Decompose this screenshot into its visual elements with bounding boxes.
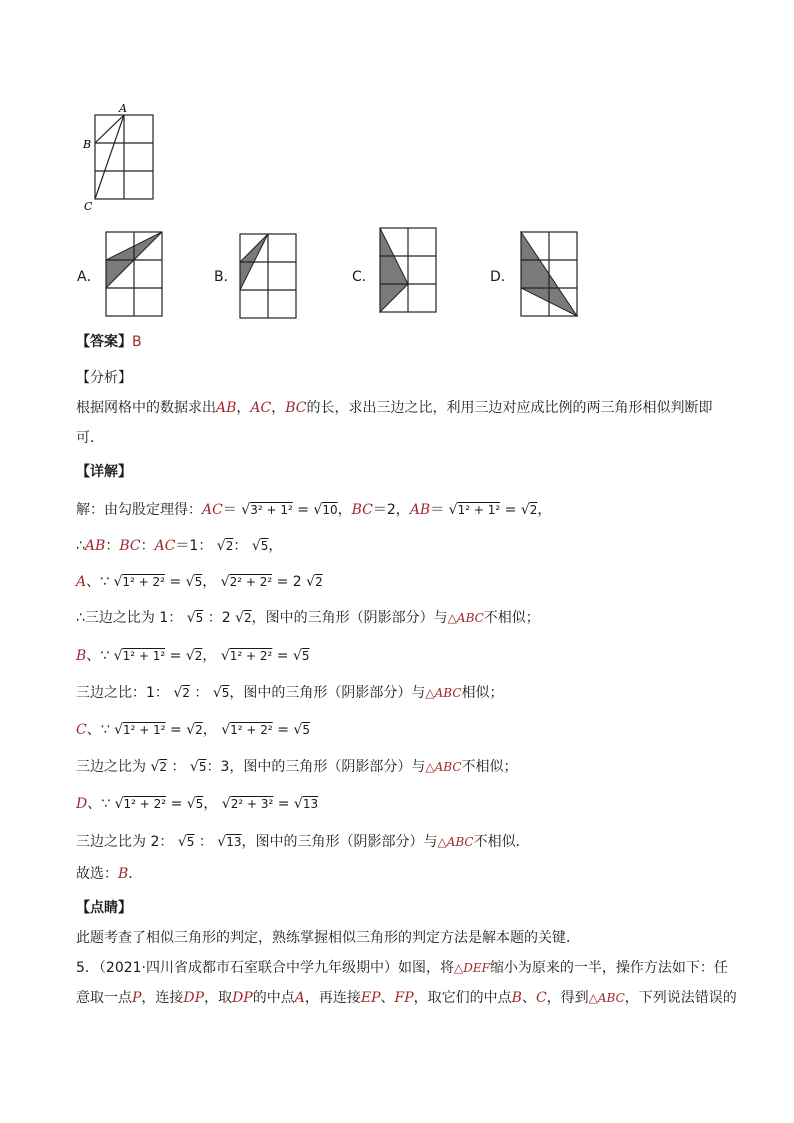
option-d-label: D． [490, 269, 515, 285]
answer-value: B [132, 334, 142, 350]
comma: ， [236, 400, 251, 416]
option-c-label: C． [352, 269, 376, 285]
sqrt-icon: √ [448, 502, 458, 518]
eq: = [169, 574, 182, 590]
text: 不相似． [473, 834, 530, 850]
sqrt-icon: √ [520, 502, 530, 518]
point-p: P [132, 990, 142, 1006]
segment-fp: FP [394, 990, 414, 1006]
sqrt-icon: √ [217, 834, 227, 850]
sqrt-icon: √ [185, 648, 195, 664]
radicand: 5 [301, 649, 310, 663]
option-b-label: B． [214, 269, 238, 285]
sqrt-icon: √ [186, 722, 196, 738]
sqrt-icon: √ [114, 796, 124, 812]
sqrt-icon: √ [306, 574, 316, 590]
segment-bc: BC [351, 502, 373, 518]
sqrt-icon: √ [292, 648, 302, 664]
sqrt-icon: √ [313, 502, 323, 518]
segment-bc: BC [119, 538, 141, 554]
sqrt-icon: √ [113, 574, 123, 590]
detail-line-a2 [76, 608, 540, 628]
analysis-text-a: 根据网格中的数据求出 [76, 400, 216, 416]
eq: = [169, 648, 182, 664]
text: 故选： [76, 866, 118, 882]
segment-ep: EP [360, 990, 381, 1006]
answer-tag: 【答案】 [76, 334, 132, 350]
segment-ac: AC [250, 400, 272, 416]
radicand: 2 [315, 575, 323, 589]
text: 缩小为原来的一半，操作方法如下：任 [489, 960, 728, 976]
text: ： [171, 759, 186, 775]
radicand: 5 [186, 835, 195, 849]
text: ，连接 [141, 990, 184, 1006]
eq: = [276, 648, 289, 664]
eq: = [277, 722, 289, 738]
sqrt-icon: √ [216, 538, 226, 554]
text: ，图中的三角形（阴影部分）与 [251, 610, 448, 626]
radicand: 1² + 2² [230, 723, 273, 737]
eq: ＝ [430, 502, 445, 518]
detail-line-c2 [76, 757, 518, 777]
detail-line-d1 [76, 794, 318, 814]
sqrt-icon: √ [150, 759, 160, 775]
triangle-abc: △ABC [425, 686, 462, 700]
triangle-abc: △ABC [588, 991, 625, 1005]
sep: ， [202, 574, 217, 590]
segment-ac: AC [202, 502, 223, 518]
sqrt-icon: √ [186, 610, 196, 626]
radicand: 1² + 1² [122, 649, 166, 663]
option-a-label: A． [77, 269, 101, 285]
text: 三边之比：1： [76, 685, 169, 701]
radicand: 5 [195, 797, 204, 811]
option-a-figure [104, 230, 164, 320]
text: ：3，图中的三角形（阴影部分）与 [206, 759, 426, 775]
radicand: 2 [195, 723, 203, 737]
value: ＝2， [372, 502, 410, 518]
point-label-a: A [119, 102, 127, 115]
text: ∴三边之比为 1： [76, 610, 183, 626]
point-b: B [511, 990, 522, 1006]
sqrt-icon: √ [212, 685, 222, 701]
since: 、∵ [87, 796, 111, 812]
radicand: 13 [302, 797, 319, 811]
text: ，取它们的中点 [413, 990, 512, 1006]
answer-line [76, 332, 142, 352]
colon: ： [105, 538, 120, 554]
sep: ， [537, 502, 552, 518]
text: ． [128, 866, 143, 882]
radicand: 2 [225, 539, 234, 553]
detail-line-b2 [76, 683, 504, 703]
text: ，图中的三角形（阴影部分）与 [241, 834, 438, 850]
option-d-figure [519, 230, 581, 320]
option-label: A [76, 574, 87, 590]
detail-line-2 [76, 536, 282, 556]
choose-line [76, 864, 142, 884]
value: ＝1： [175, 538, 213, 554]
sqrt-icon: √ [293, 796, 303, 812]
eq: = [504, 502, 517, 518]
radicand: 2² + 3² [230, 797, 274, 811]
analysis-tag: 【分析】 [76, 370, 132, 386]
option-c-figure [378, 226, 440, 316]
text: ，图中的三角形（阴影部分）与 [229, 685, 426, 701]
segment-ab: AB [84, 538, 106, 554]
comment-tag: 【点睛】 [76, 900, 132, 916]
sqrt-icon: √ [220, 648, 230, 664]
radicand: 2 [182, 686, 190, 700]
triangle-abc: △ABC [447, 611, 484, 625]
eq: = [170, 722, 182, 738]
detail-line-1 [76, 500, 551, 520]
radicand: 5 [221, 686, 230, 700]
text: 5．（2021·四川省成都市石室联合中学九年级期中）如图，将 [76, 960, 454, 976]
option-label: B [76, 648, 87, 664]
eq: = [170, 796, 183, 812]
text: ，再连接 [304, 990, 361, 1006]
radicand: 5 [195, 611, 204, 625]
analysis-text-line1 [76, 398, 713, 418]
analysis-text-line2: 可． [76, 430, 104, 446]
text: 不相似； [483, 610, 540, 626]
radicand: 2 [529, 503, 538, 517]
main-grid-figure [80, 100, 160, 215]
since: 、∵ [86, 648, 110, 664]
radicand: 13 [226, 835, 242, 849]
triangle-def: △DEF [454, 961, 490, 975]
sqrt-icon: √ [221, 796, 231, 812]
radicand: 5 [302, 723, 310, 737]
sqrt-icon: √ [189, 759, 199, 775]
text: ：2 [207, 610, 231, 626]
sqrt-icon: √ [251, 538, 261, 554]
radicand: 2² + 2² [229, 575, 273, 589]
value: = 2 [276, 574, 302, 590]
segment-bc: BC [285, 400, 307, 416]
sep: 、 [380, 990, 395, 1006]
segment-ab: AB [216, 400, 237, 416]
analysis-text-b: 的长，求出三边之比，利用三边对应成比例的两三角形相似判断即 [306, 400, 713, 416]
radicand: 2 [159, 760, 168, 774]
sqrt-icon: √ [221, 722, 231, 738]
segment-ab: AB [409, 502, 431, 518]
segment-dp: DP [232, 990, 253, 1006]
sep: ， [268, 538, 283, 554]
text: 三边之比为 [76, 759, 146, 775]
therefore: ∴ [76, 538, 85, 554]
text: 相似； [461, 685, 504, 701]
comment-text: 此题考查了相似三角形的判定，熟练掌握相似三角形的判定方法是解本题的关键． [76, 930, 580, 946]
eq: = [277, 796, 290, 812]
sep: ， [202, 722, 217, 738]
detail-line-a1 [76, 572, 323, 592]
point-c: C [535, 990, 547, 1006]
triangle-abc: △ABC [425, 760, 462, 774]
eq: ＝ [222, 502, 237, 518]
sqrt-icon: √ [177, 834, 187, 850]
sqrt-icon: √ [113, 648, 123, 664]
radicand: 10 [322, 503, 338, 517]
segment-dp: DP [183, 990, 205, 1006]
radicand: 2 [194, 649, 203, 663]
radicand: 3² + 1² [250, 503, 293, 517]
comma: ， [271, 400, 286, 416]
option-b-figure [238, 232, 298, 322]
text: ： [198, 834, 213, 850]
sqrt-icon: √ [185, 574, 195, 590]
colon: ： [140, 538, 155, 554]
option-label: C [76, 722, 87, 738]
sqrt-icon: √ [235, 610, 245, 626]
radicand: 5 [198, 760, 207, 774]
text: ，得到 [546, 990, 589, 1006]
since: 、∵ [86, 722, 110, 738]
text: 的中点 [252, 990, 295, 1006]
segment-ac: AC [154, 538, 176, 554]
radicand: 1² + 2² [229, 649, 273, 663]
detail-line-b1 [76, 646, 310, 666]
eq: = [297, 502, 309, 518]
radicand: 1² + 2² [123, 797, 167, 811]
detail-line-c1 [76, 720, 310, 740]
detail-line-d2 [76, 832, 530, 852]
text: ，下列说法错误的 [624, 990, 737, 1006]
option-label: D [76, 796, 88, 812]
text: 意取一点 [76, 990, 132, 1006]
text: 解：由勾股定理得： [76, 502, 202, 518]
text: 三边之比为 2： [76, 834, 174, 850]
sqrt-icon: √ [220, 574, 230, 590]
radicand: 2 [244, 611, 252, 625]
sqrt-icon: √ [293, 722, 303, 738]
sqrt-icon: √ [241, 502, 251, 518]
point-a: A [294, 990, 305, 1006]
sep: ， [202, 648, 217, 664]
sqrt-icon: √ [114, 722, 124, 738]
radicand: 1² + 1² [457, 503, 501, 517]
text: 不相似； [461, 759, 518, 775]
q5-line-2 [76, 988, 737, 1008]
sqrt-icon: √ [186, 796, 196, 812]
sep: ， [203, 796, 218, 812]
radicand: 1² + 1² [123, 723, 166, 737]
sep: 、 [521, 990, 536, 1006]
radicand: 1² + 2² [122, 575, 165, 589]
radicand: 5 [260, 539, 269, 553]
detail-tag: 【详解】 [76, 464, 132, 480]
sqrt-icon: √ [173, 685, 183, 701]
triangle-abc: △ABC [437, 835, 474, 849]
text: ，取 [204, 990, 233, 1006]
sep: ， [337, 502, 352, 518]
point-label-b: B [83, 138, 92, 151]
chosen-option: B [118, 866, 129, 882]
colon: ： [233, 538, 248, 554]
radicand: 5 [194, 575, 203, 589]
q5-line-1 [76, 958, 728, 978]
since: 、∵ [86, 574, 110, 590]
text: ： [194, 685, 209, 701]
point-label-c: C [84, 200, 93, 213]
